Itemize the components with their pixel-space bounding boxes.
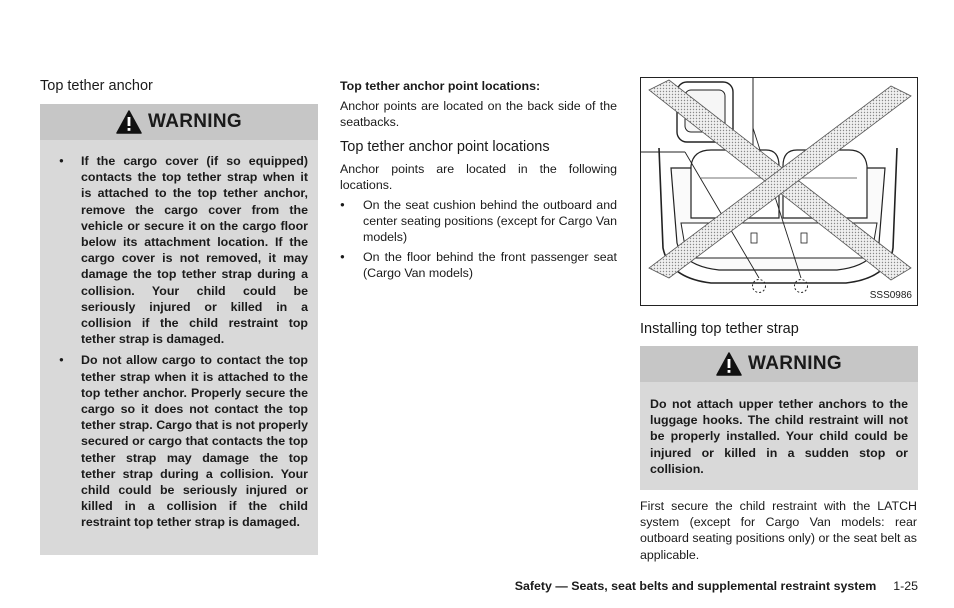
installing-top-tether-heading: Installing top tether strap <box>640 321 799 337</box>
warning-title: WARNING <box>748 353 842 374</box>
anchor-point-locations-heading: Top tether anchor point locations <box>340 139 550 155</box>
list-item: ● On the floor behind the front passenger seat (Cargo Van models) <box>340 249 617 281</box>
anchor-locations-text: Anchor points are located on the back side of the seatbacks. <box>340 99 617 130</box>
anchor-point-locations-text: Anchor points are located in the following locations. <box>340 162 617 193</box>
footer-section-title: Safety — Seats, seat belts and supplemental restraint system <box>514 579 877 593</box>
warning-box-luggage-hooks <box>640 346 918 490</box>
list-item: ● On the seat cushion behind the outboard and center seating positions (except for Cargo Van models) <box>340 197 617 246</box>
cargo-area-drawing <box>641 78 916 304</box>
anchor-locations-list <box>340 197 617 284</box>
latch-instructions-text: First secure the child restraint with the LATCH system (except for Cargo Van models: rear outboard seating positions only) or the seat belt as applicable. <box>640 499 917 562</box>
section-heading-top-tether-anchor: Top tether anchor <box>40 78 153 94</box>
warning-item: ● Do not allow cargo to contact the top tether strap when it is attached to the top tether anchor. Properly secure the cargo so it does not contact the top tether strap. Cargo that is not properly secured or cargo that contacts the top tether strap may damage the top tether strap during a collision. Your child could be seriously injured or killed in a collision if the child restraint top tether strap is damaged. <box>48 352 308 530</box>
anchor-locations-bold-heading: Top tether anchor point locations: <box>340 79 541 93</box>
page-footer <box>515 579 918 593</box>
warning-body <box>40 140 318 531</box>
warning-text: Do not attach upper tether anchors to the luggage hooks. The child restraint will not be properly installed. Your child could be injured or killed in a sudden stop or collision. <box>650 397 908 476</box>
warning-triangle-icon <box>716 352 742 376</box>
warning-header <box>640 346 918 382</box>
page-number: 1-25 <box>893 579 918 593</box>
warning-triangle-icon <box>116 110 142 134</box>
warning-title: WARNING <box>148 111 242 132</box>
warning-box-cargo-cover <box>40 104 318 555</box>
figure-code: SSS0986 <box>869 290 912 301</box>
warning-item: ● If the cargo cover (if so equipped) contacts the top tether strap when it is attached to the top tether anchor, remove the cargo cover from the vehicle or secure it on the cargo floor below its attachment location. If the cargo cover is not removed, it may damage the top tether strap during a collision. Your child could be seriously injured or killed in a collision if the child restraint top tether strap is damaged. <box>48 153 308 347</box>
tether-anchor-illustration <box>640 77 918 306</box>
warning-header <box>40 104 318 140</box>
